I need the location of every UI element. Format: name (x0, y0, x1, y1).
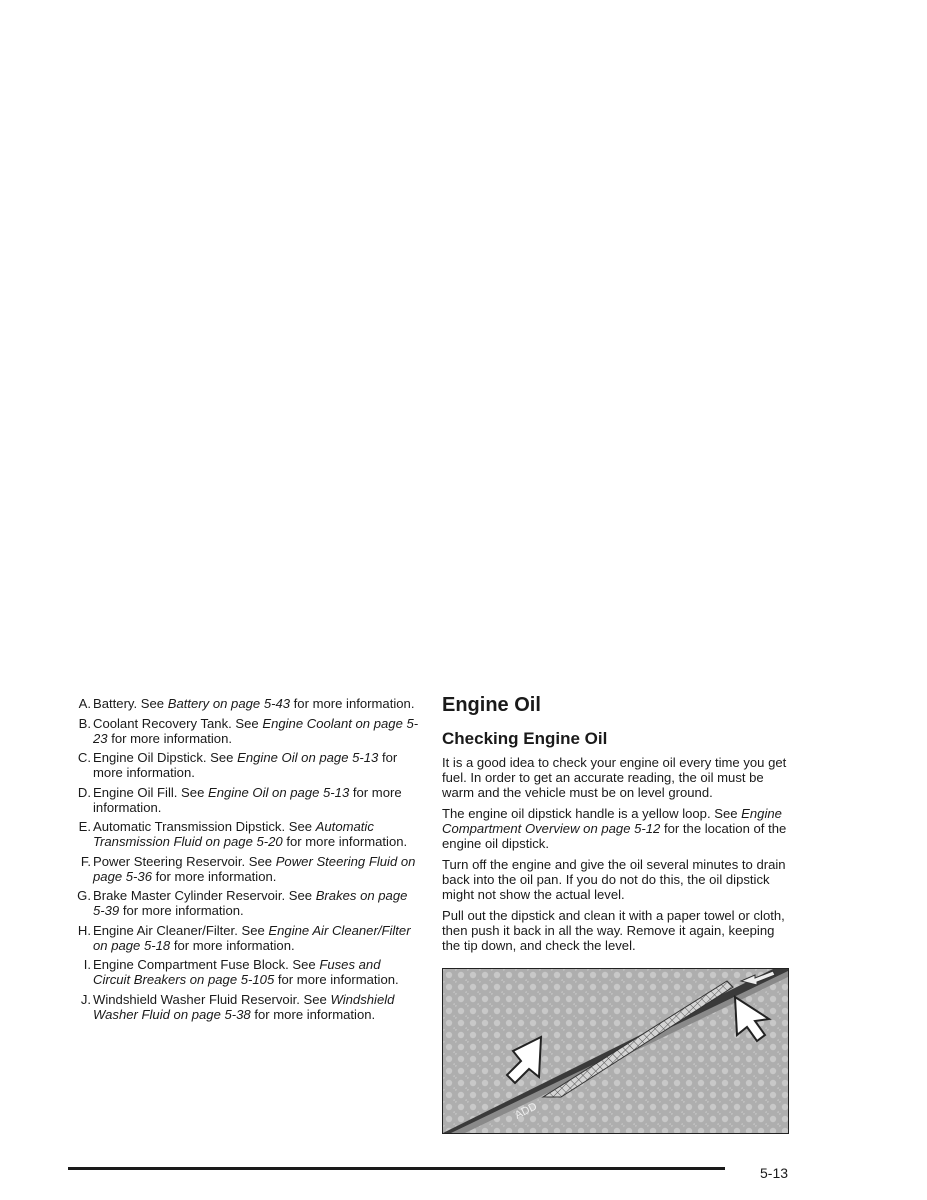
item-letter: D. (77, 784, 91, 800)
item-text: Battery. See Battery on page 5-43 for more information. (93, 696, 415, 711)
cross-reference-link[interactable]: Engine Oil on page 5-13 (237, 750, 379, 765)
item-letter: C. (77, 750, 91, 765)
engine-oil-section (442, 692, 792, 959)
item-text: Power Steering Reservoir. See Power Steering Fluid on page 5-36 for more information. (93, 853, 416, 884)
paragraph-dipstick-location: The engine oil dipstick handle is a yellow loop. See Engine Compartment Overview on page 5-12 for the location of the engine oil dipstick. (442, 806, 787, 851)
list-item (68, 696, 420, 711)
item-letter: B. (78, 715, 91, 731)
item-letter: F. (80, 853, 91, 869)
list-item (68, 854, 420, 884)
cross-reference-link[interactable]: Engine Compartment Overview on page 5-12 (442, 806, 782, 836)
list-item (68, 888, 420, 918)
list-item (68, 957, 420, 987)
item-text: Engine Oil Fill. See Engine Oil on page 5-13 for more information. (93, 784, 402, 815)
item-text: Engine Air Cleaner/Filter. See Engine Air Cleaner/Filter on page 5-18 for more information. (93, 922, 411, 953)
item-letter: A. (78, 696, 91, 711)
item-letter: G. (77, 888, 91, 903)
item-letter: I. (83, 957, 91, 972)
item-letter: J. (80, 991, 91, 1007)
dipstick-add-label: ADD (512, 1100, 540, 1122)
list-item (68, 992, 420, 1022)
list-item (68, 819, 420, 849)
cross-reference-link[interactable]: Fuses and Circuit Breakers on page 5-105 (93, 957, 381, 987)
item-letter: H. (77, 922, 91, 938)
cross-reference-link[interactable]: Windshield Washer Fluid on page 5-38 (93, 991, 395, 1022)
paragraph-pull-dipstick: Pull out the dipstick and clean it with a paper towel or cloth, then push it back in all the way. Remove it again, keeping the tip down, and check the level. (442, 908, 785, 953)
page-number: 5-13 (760, 1165, 789, 1181)
item-text: Coolant Recovery Tank. See Engine Coolant on page 5-23 for more information. (93, 715, 419, 746)
list-item (68, 923, 420, 953)
list-item (68, 750, 420, 780)
cross-reference-link[interactable]: Power Steering Fluid on page 5-36 (93, 853, 416, 884)
cross-reference-link[interactable]: Engine Oil on page 5-13 (208, 784, 350, 800)
cross-reference-link[interactable]: Brakes on page 5-39 (93, 888, 408, 918)
components-list (68, 696, 420, 1026)
dipstick-photo (442, 968, 789, 1134)
list-item (68, 716, 420, 746)
item-letter: E. (78, 819, 91, 834)
item-text: Automatic Transmission Dipstick. See Automatic Transmission Fluid on page 5-20 for more information. (93, 819, 408, 849)
cross-reference-link[interactable]: Battery on page 5-43 (167, 696, 291, 711)
footer-rule (68, 1167, 725, 1170)
item-text: Engine Oil Dipstick. See Engine Oil on page 5-13 for more information. (93, 750, 398, 780)
item-text: Brake Master Cylinder Reservoir. See Brakes on page 5-39 for more information. (93, 888, 408, 918)
cross-reference-link[interactable]: Engine Air Cleaner/Filter on page 5-18 (93, 922, 411, 953)
cross-reference-link[interactable]: Automatic Transmission Fluid on page 5-20 (93, 819, 374, 849)
paragraph-engine-off: Turn off the engine and give the oil several minutes to drain back into the oil pan. If you do not do this, the oil dipstick might not show the actual level. (442, 857, 786, 902)
cross-reference-link[interactable]: Engine Coolant on page 5-23 (93, 715, 419, 746)
paragraph-intro: It is a good idea to check your engine oil every time you get fuel. In order to get an accurate reading, the oil must be warm and the vehicle must be on level ground. (442, 755, 787, 800)
item-text: Engine Compartment Fuse Block. See Fuses and Circuit Breakers on page 5-105 for more information. (93, 957, 399, 987)
item-text: Windshield Washer Fluid Reservoir. See Windshield Washer Fluid on page 5-38 for more information. (93, 991, 395, 1022)
list-item (68, 785, 420, 815)
subsection-heading: Checking Engine Oil (442, 729, 608, 748)
section-heading: Engine Oil (442, 694, 541, 716)
